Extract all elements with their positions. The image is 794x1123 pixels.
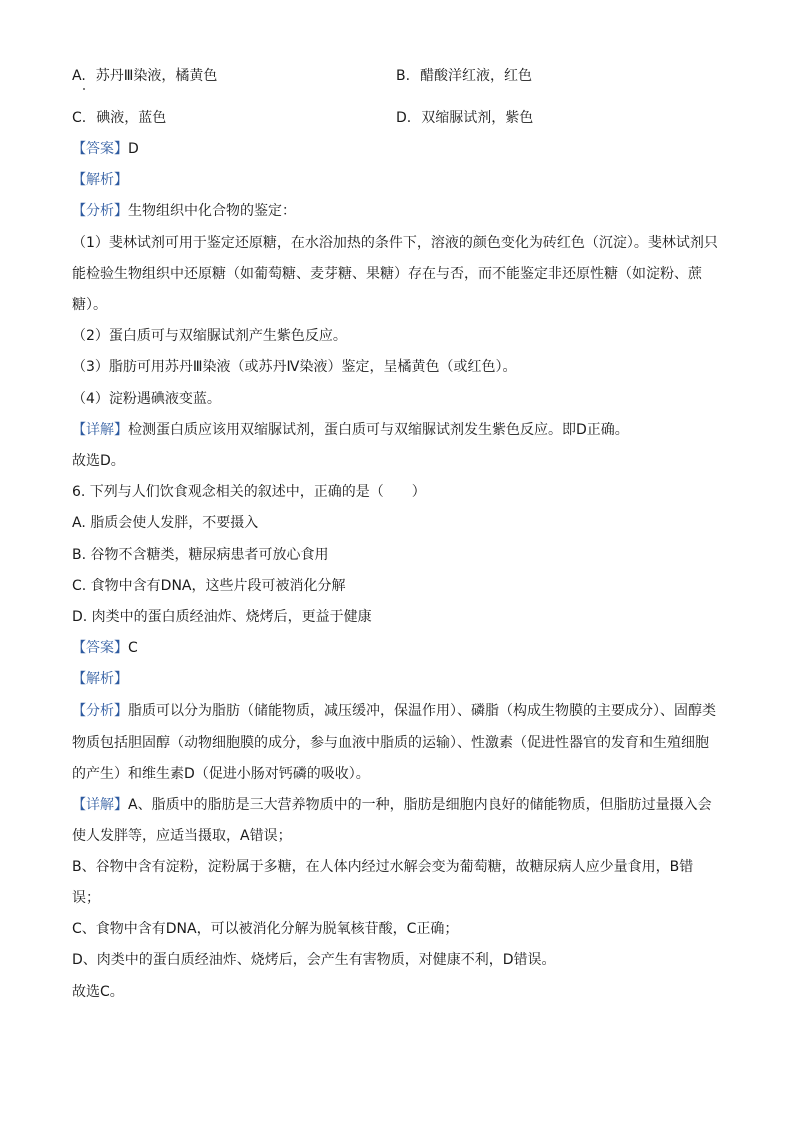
q5-answer-value: D [128,141,139,157]
q6-analysis-heading [72,669,732,689]
q6-fenxi-line1 [72,701,732,721]
q5-analysis-tag: 【解析】 [72,172,128,188]
q5-option-d-letter: D. [396,110,412,126]
q5-p1-line2: 能检验生物组织中还原糖（如葡萄糖、麦芽糖、果糖）存在与否，而不能鉴定非还原性糖（如淀粉、蔗 [72,266,702,282]
q6-stem: 6. 下列与人们饮食观念相关的叙述中，正确的是（ ） [72,484,426,500]
q5-xiangjie-text: 检测蛋白质应该用双缩脲试剂，蛋白质可与双缩脲试剂发生紫色反应。即D正确。 [128,422,629,438]
q5-fenxi-tag: 【分析】 [72,203,128,219]
stray-dot [83,88,85,90]
q5-answer-line [72,139,732,159]
q5-option-c-letter: C. [72,110,87,126]
q5-xiangjie-line [72,420,732,440]
q6-fenxi-tag: 【分析】 [72,703,128,719]
q5-fenxi-text: 生物组织中化合物的鉴定： [128,203,296,219]
q6-answer-value: C [128,640,138,656]
q6-fenxi-line2: 物质包括胆固醇（动物细胞膜的成分，参与血液中脂质的运输）、性激素（促进性器官的发育和生殖细胞 [72,735,709,751]
q6-option-c: C. 食物中含有DNA，这些片段可被消化分解 [72,578,346,594]
q5-analysis-heading [72,170,732,190]
q5-p1-line3: 糖）。 [72,297,107,313]
q5-p4: （4）淀粉遇碘液变蓝。 [72,391,221,407]
q6-xiangjie-line2: 使人发胖等，应适当摄取，A错误； [72,828,292,844]
q6-option-a: A. 脂质会使人发胖，不要摄入 [72,515,259,531]
q5-answer-tag: 【答案】 [72,141,128,157]
q5-option-b [396,66,726,86]
q6-xiangjie-line1 [72,795,732,815]
q5-option-a-text: 苏丹Ⅲ染液，橘黄色 [95,68,218,84]
q5-p1-line1: （1）斐林试剂可用于鉴定还原糖，在水浴加热的条件下，溶液的颜色变化为砖红色（沉淀）。斐林试剂只 [72,235,718,251]
q6-conclusion: 故选C。 [72,984,124,1000]
q5-option-c-text: 碘液，蓝色 [96,110,167,126]
q5-p2: （2）蛋白质可与双缩脲试剂产生紫色反应。 [72,328,347,344]
q5-xiangjie-tag: 【详解】 [72,422,128,438]
q6-option-d: D. 肉类中的蛋白质经油炸、烧烤后，更益于健康 [72,609,372,625]
q5-p3: （3）脂肪可用苏丹Ⅲ染液（或苏丹Ⅳ染液）鉴定，呈橘黄色（或红色）。 [72,359,517,375]
q5-option-d [396,108,726,128]
q5-option-d-text: 双缩脲试剂，紫色 [421,110,534,126]
q6-b-line1: B、谷物中含有淀粉，淀粉属于多糖，在人体内经过水解会变为葡萄糖，故糖尿病人应少量食用，B错 [72,859,694,875]
q6-fenxi-line3: 的产生）和维生素D（促进小肠对钙磷的吸收）。 [72,766,370,782]
q5-option-b-letter: B. [396,68,411,84]
q6-analysis-tag: 【解析】 [72,671,128,687]
q5-fenxi-line [72,201,732,221]
q6-fenxi-text-1: 脂质可以分为脂肪（储能物质，减压缓冲，保温作用）、磷脂（构成生物膜的主要成分）、固醇类 [128,703,716,719]
q5-option-b-text: 醋酸洋红液，红色 [420,68,533,84]
q5-option-a-letter: A. [72,68,86,84]
q6-answer-tag: 【答案】 [72,640,128,656]
q6-c-line: C、食物中含有DNA，可以被消化分解为脱氧核苷酸，C正确； [72,921,459,937]
q6-answer-line [72,638,732,658]
q6-xiangjie-text-1: A、脂质中的脂肪是三大营养物质中的一种，脂肪是细胞内良好的储能物质，但脂肪过量摄入会 [128,797,712,813]
q6-xiangjie-tag: 【详解】 [72,797,128,813]
q6-b-line2: 误； [72,890,100,906]
q6-option-b: B. 谷物不含糖类，糖尿病患者可放心食用 [72,547,329,563]
q6-d-line: D、肉类中的蛋白质经油炸、烧烤后，会产生有害物质，对健康不利，D错误。 [72,952,556,968]
q5-conclusion: 故选D。 [72,453,125,469]
